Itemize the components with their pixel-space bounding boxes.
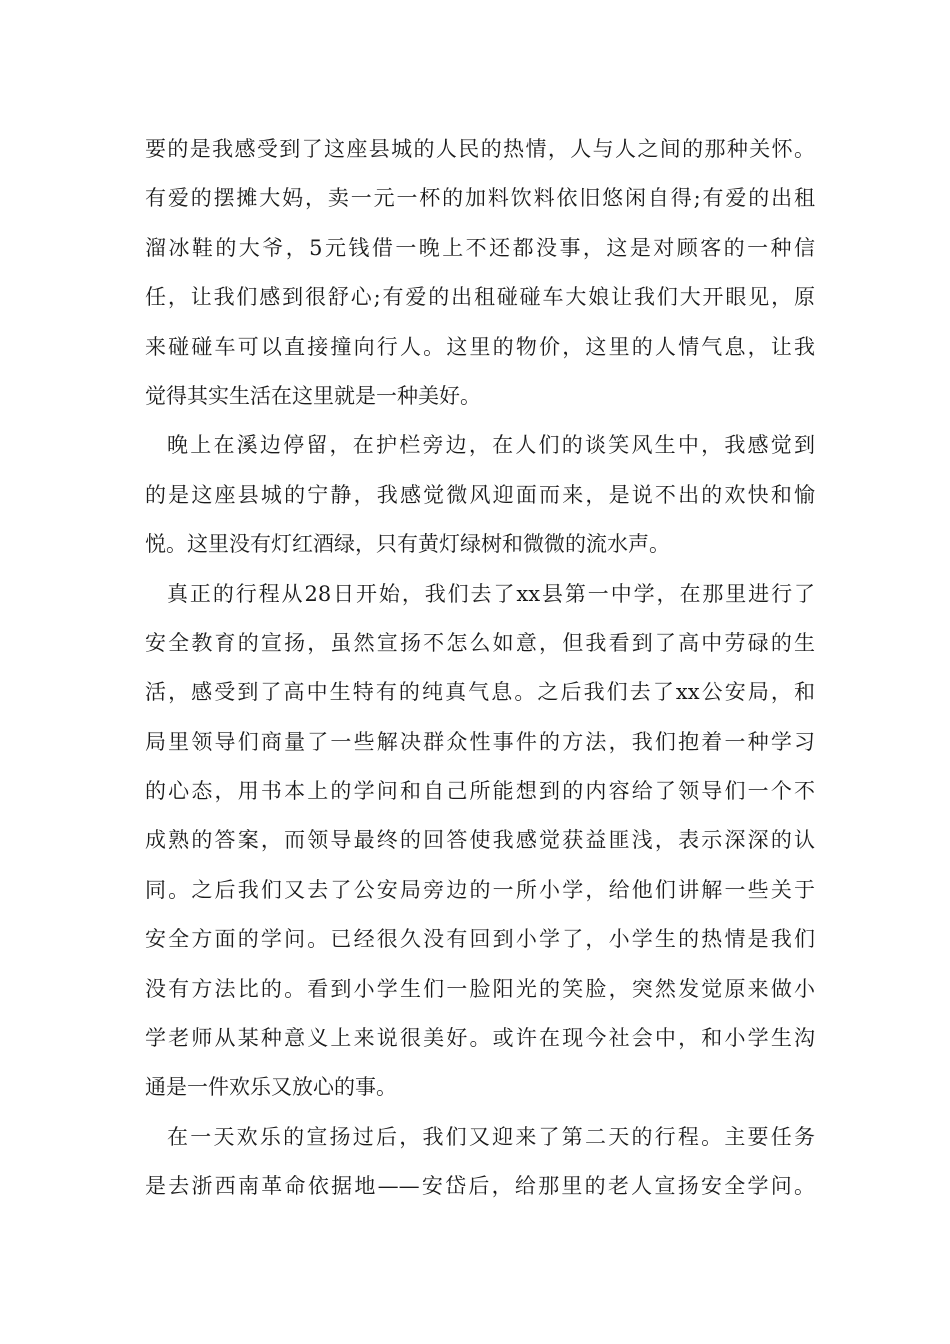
text-line: 觉得其实生活在这里就是一种美好。 [145,383,481,408]
text-line: 要的是我感受到了这座县城的人民的热情，人与人之间的那种关怀。 [145,137,815,161]
text-line: 真正的行程从28日开始，我们去了xx县第一中学，在那里进行了 [167,581,815,606]
text-line: 局里领导们商量了一些解决群众性事件的方法，我们抱着一种学习 [145,729,815,754]
text-line: 活，感受到了高中生特有的纯真气息。之后我们去了xx公安局，和 [145,680,815,705]
text-line: 悦。这里没有灯红酒绿，只有黄灯绿树和微微的流水声。 [145,532,670,557]
text-line: 在一天欢乐的宣扬过后，我们又迎来了第二天的行程。主要任务 [167,1124,815,1149]
text-line: 来碰碰车可以直接撞向行人。这里的物价，这里的人情气息，让我 [145,334,815,359]
text-line: 通是一件欢乐又放心的事。 [145,1075,397,1100]
text-line: 成熟的答案，而领导最终的回答使我感觉获益匪浅，表示深深的认 [145,828,815,853]
text-line: 的心态，用书本上的学问和自己所能想到的内容给了领导们一个不 [145,779,815,804]
text-line: 学老师从某种意义上来说很美好。或许在现今社会中，和小学生沟 [145,1026,815,1051]
text-line: 没有方法比的。看到小学生们一脸阳光的笑脸，突然发觉原来做小 [145,976,815,1001]
text-line: 任，让我们感到很舒心;有爱的出租碰碰车大娘让我们大开眼见，原 [145,285,815,310]
text-line: 安全教育的宣扬，虽然宣扬不怎么如意，但我看到了高中劳碌的生 [145,630,815,655]
text-line: 晚上在溪边停留，在护栏旁边，在人们的谈笑风生中，我感觉到 [167,433,815,458]
text-line: 溜冰鞋的大爷，5元钱借一晚上不还都没事，这是对顾客的一种信 [145,235,815,260]
text-line: 同。之后我们又去了公安局旁边的一所小学，给他们讲解一些关于 [145,877,815,902]
text-line: 是去浙西南革命依据地——安岱后，给那里的老人宣扬安全学问。 [145,1174,815,1199]
text-line: 有爱的摆摊大妈，卖一元一杯的加料饮料依旧悠闲自得;有爱的出租 [145,186,815,211]
text-line: 的是这座县城的宁静，我感觉微风迎面而来，是说不出的欢快和愉 [145,482,815,507]
text-line: 安全方面的学问。已经很久没有回到小学了，小学生的热情是我们 [145,927,815,952]
body-text [145,125,815,1212]
